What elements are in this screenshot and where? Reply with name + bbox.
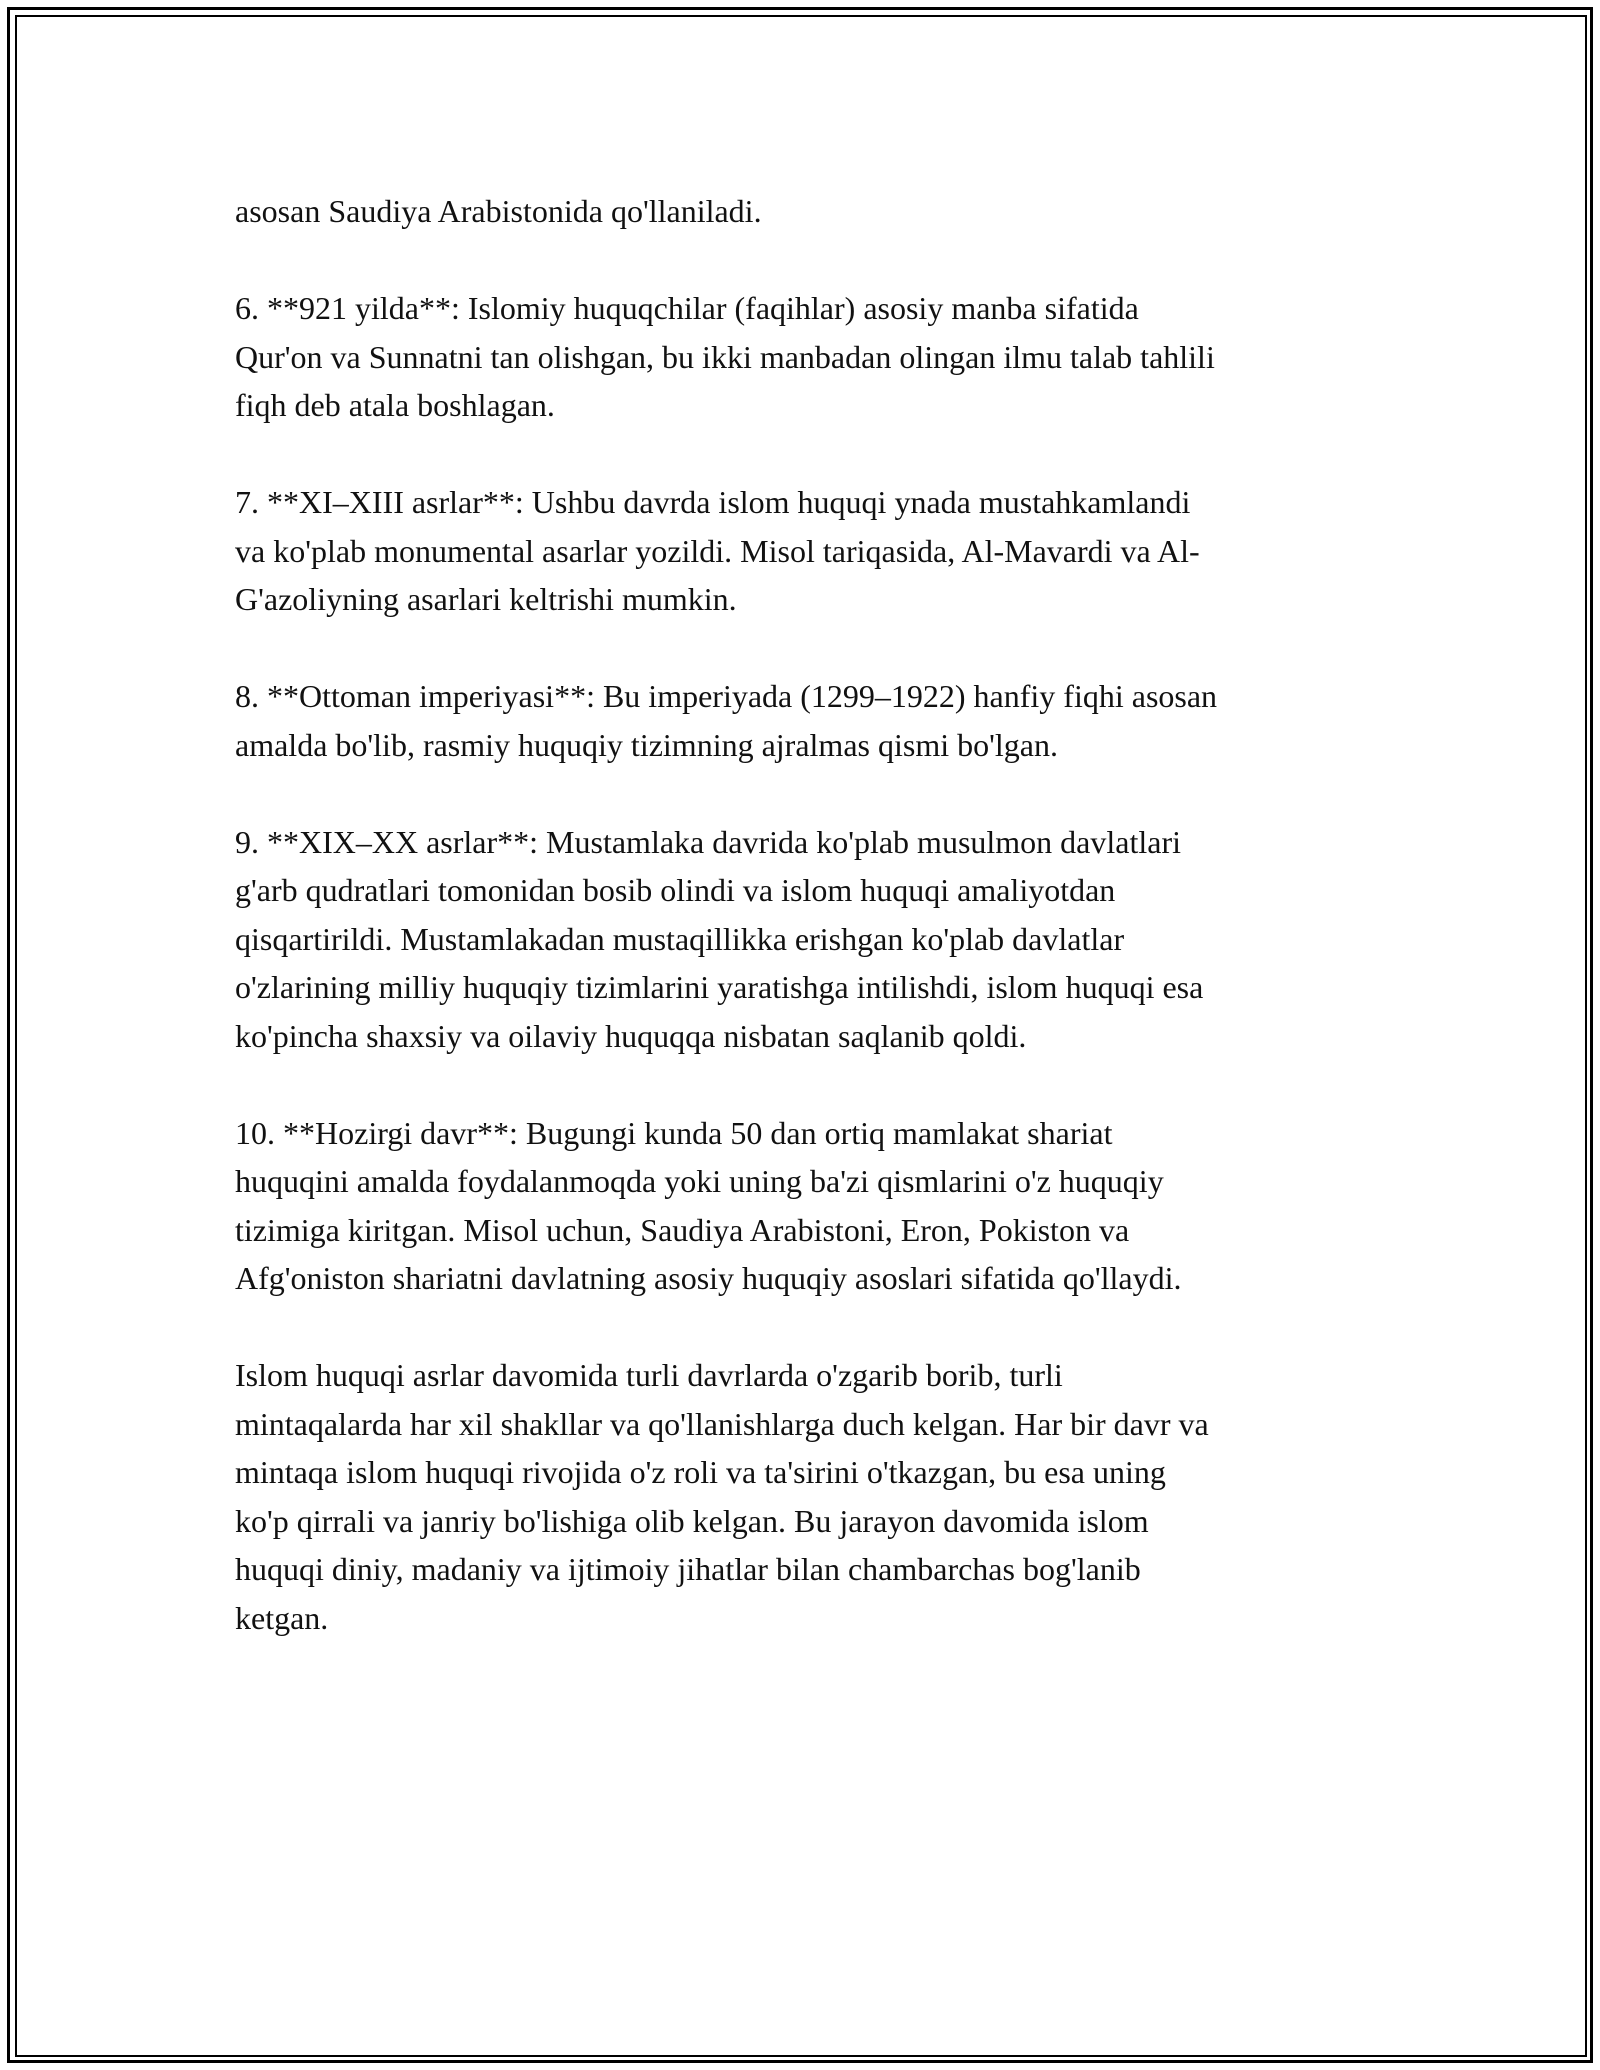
paragraph-item-9: 9. **XIX–XX asrlar**: Mustamlaka davrida ko'plab musulmon davlatlari g'arb qudratlari tomonidan bosib olindi va islom huquqi amaliyotdan qisqartirildi. Mustamlakadan mustaqillikka erishgan ko'plab davlatlar o'zlarining milliy huquqiy tizimlarini yaratishga intilishdi, islom huquqi esa ko'pincha shaxsiy va oilaviy huquqqa nisbatan saqlanib qoldi. <box>235 823 1204 1054</box>
paragraph-item-8: 8. **Ottoman imperiyasi**: Bu imperiyada (1299–1922) hanfiy fiqhi asosan amalda bo'lib, rasmiy huquqiy tizimning ajralmas qismi bo'lgan. <box>235 678 1218 763</box>
paragraph-continuation: asosan Saudiya Arabistonida qo'llaniladi. <box>235 193 762 229</box>
document-body <box>235 187 1365 1691</box>
paragraph-item-10: 10. **Hozirgi davr**: Bugungi kunda 50 dan ortiq mamlakat shariat huquqini amalda foydalanmoqda yoki uning ba'zi qismlarini o'z huquqiy tizimiga kiritgan. Misol uchun, Saudiya Arabistoni, Eron, Pokiston va Afg'oniston shariatni davlatning asosiy huquqiy asoslari sifatida qo'llaydi. <box>235 1114 1182 1296</box>
paragraph-item-7: 7. **XI–XIII asrlar**: Ushbu davrda islom huquqi ynada mustahkamlandi va ko'plab monumental asarlar yozildi. Misol tariqasida, Al-Mavardi va Al- G'azoliyning asarlari keltrishi mumkin. <box>235 484 1200 617</box>
paragraph-item-6: 6. **921 yilda**: Islomiy huquqchilar (faqihlar) asosiy manba sifatida Qur'on va Sunnatni tan olishgan, bu ikki manbadan olingan ilmu talab tahlili fiqh deb atala boshlagan. <box>235 290 1215 423</box>
paragraph-conclusion: Islom huquqi asrlar davomida turli davrlarda o'zgarib borib, turli mintaqalarda har xil shakllar va qo'llanishlarga duch kelgan. Har bir davr va mintaqa islom huquqi rivojida o'z roli va ta'sirini o'tkazgan, bu esa uning ko'p qirrali va janriy bo'lishiga olib kelgan. Bu jarayon davomida islom huquqi diniy, madaniy va ijtimoiy jihatlar bilan chambarchas bog'lanib ketgan. <box>235 1357 1209 1636</box>
